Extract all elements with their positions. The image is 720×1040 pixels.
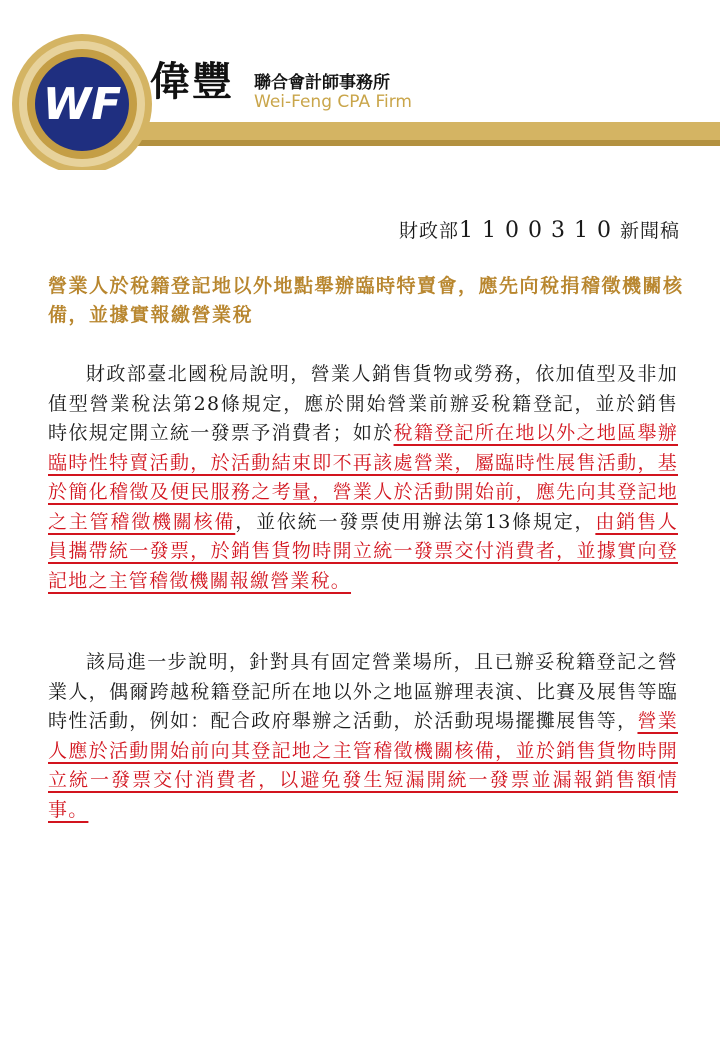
paragraph-2-highlight-a: 營業人應於活動開始前向其登記地之主管稽徵機關核備，並於銷售貨物時開立統一發票交付消費者，以避免發生短漏開統一發票並漏報銷售額情事。: [48, 710, 678, 821]
firm-name-cn: 偉豐: [150, 59, 234, 105]
paragraph-1-highlight-a: 稅籍登記所在地以外之地區舉辦臨時性特賣活動，於活動結束即不再該處營業，屬臨時性展售活動，基於簡化稽徵及便民服務之考量，營業人於活動開始前，應先向其登記地之主管稽徵機關核備: [48, 422, 678, 533]
firm-name-en: Wei-Feng CPA Firm: [254, 92, 412, 112]
paragraph-1-highlight-b: 由銷售人員攜帶統一發票，於銷售貨物時開立統一發票交付消費者，並據實向登記地之主管稽徵機關報繳營業稅。: [48, 510, 678, 592]
release-prefix: 財政部: [398, 220, 459, 242]
paragraph-1: [48, 360, 678, 596]
article-title: 營業人於稅籍登記地以外地點舉辦臨時特賣會，應先向稅捐稽徵機關核備，並據實報繳營業稅: [48, 275, 684, 326]
release-number: 1100310: [459, 218, 620, 243]
letterhead: [0, 0, 720, 170]
paragraph-2-text-a: 該局進一步說明，針對具有固定營業場所，且已辦妥稅籍登記之營業人，偶爾跨越稅籍登記所在地以外之地區辦理表演、比賽及展售等臨時性活動，例如：配合政府舉辦之活動，於活動現場擺攤展售等，: [48, 651, 678, 732]
paragraph-1-text-a: 財政部臺北國稅局說明，營業人銷售貨物或勞務，依加值型及非加值型營業稅法第28條規定，應於開始營業前辦妥稅籍登記，並於銷售時依規定開立統一發票予消費者；如於: [48, 363, 678, 444]
press-release-label: [399, 216, 680, 243]
release-suffix: 新聞稿: [619, 220, 680, 242]
paragraph-2: [48, 648, 678, 825]
paragraph-1-text-b: ，並依統一發票使用辦法第13條規定，: [235, 510, 596, 533]
logo-text: WF: [42, 79, 122, 130]
firm-name-cn-sub: 聯合會計師事務所: [254, 73, 390, 93]
